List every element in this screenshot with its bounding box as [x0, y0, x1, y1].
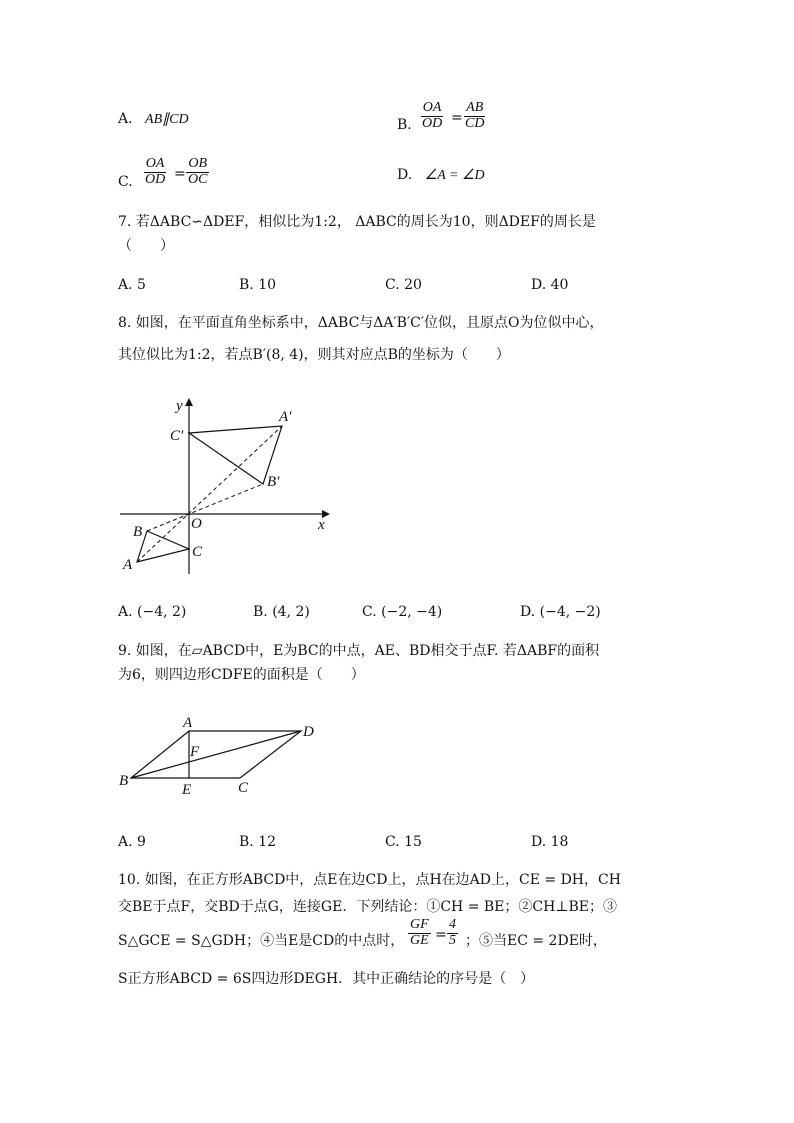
q9-parallelogram-figure [116, 710, 326, 800]
q6-option-b-frac2 [463, 101, 486, 131]
q9-option-d-value: 18 [550, 834, 569, 850]
q6-b-den2: CD [465, 115, 485, 131]
q6-option-a-label: A. [118, 111, 133, 127]
q10-ratio-fraction [408, 918, 431, 948]
q9-option-d [531, 835, 568, 849]
q9-option-a [118, 835, 146, 849]
q6-option-c-label: C. [118, 174, 133, 190]
q10-ratio-value [447, 918, 458, 948]
q6-option-a [118, 112, 189, 127]
q10-frac-den: GE [410, 932, 429, 948]
q6-option-b-eq: = [451, 110, 463, 126]
point-b-label: B [119, 773, 129, 789]
q6-option-a-text: AB∥CD [145, 112, 189, 127]
q7-option-d-label: D. [531, 277, 547, 293]
q6-option-b-label: B. [397, 117, 412, 133]
q7-option-a-label: A. [118, 277, 133, 293]
q6-option-c-frac1 [143, 157, 167, 187]
origin-label: O [191, 516, 202, 532]
q9-option-b-label: B. [239, 834, 254, 850]
q6-option-c-frac2 [186, 157, 209, 187]
point-d-label: D [303, 724, 314, 740]
q7-option-a [118, 278, 146, 292]
q8-stem-line2: 其位似比为1:2，若点B′(8, 4)，则其对应点B的坐标为（ ） [118, 347, 510, 363]
q9-stem-line2: 为6，则四边形CDFE的面积是（ ） [118, 667, 365, 683]
q7-option-a-value: 5 [137, 277, 146, 293]
q7-option-b [239, 278, 276, 292]
y-axis-label: y [176, 398, 183, 414]
q8-option-a-value: (−4, 2) [137, 604, 187, 620]
q10-frac-eq: = [435, 927, 447, 943]
q6-option-b-frac1 [420, 101, 444, 131]
q7-option-b-value: 10 [258, 277, 277, 293]
q6-option-c-eq: = [174, 166, 186, 182]
q6-option-d-text: ∠A = ∠D [424, 168, 485, 183]
q7-option-d [531, 278, 568, 292]
q9-option-a-label: A. [118, 834, 133, 850]
point-a1-label: A′ [279, 409, 292, 425]
q9-option-d-label: D. [531, 834, 547, 850]
q8-option-d [520, 605, 601, 619]
q9-option-a-value: 9 [137, 834, 146, 850]
q10-stem-line3b: ；⑤当EC = 2DE时， [465, 933, 607, 949]
q8-coordinate-figure [118, 392, 338, 582]
q8-option-b [253, 605, 310, 619]
q8-option-b-label: B. [253, 604, 268, 620]
q9-option-c-label: C. [385, 834, 400, 850]
point-a-label: A [123, 557, 133, 573]
q10-frac-num: GF [410, 917, 429, 932]
q7-option-c-value: 20 [404, 277, 422, 293]
q9-option-c [385, 835, 422, 849]
point-c-label: C [238, 780, 249, 796]
q7-option-c-label: C. [385, 277, 400, 293]
point-c1-label: C′ [170, 428, 184, 444]
q6-option-d [397, 168, 485, 183]
point-b-label: B [133, 524, 143, 540]
q8-option-c-value: (−2, −4) [381, 604, 443, 620]
q8-option-a-label: A. [118, 604, 133, 620]
q10-stem-line2: 交BE于点F，交BD于点G，连接GE．下列结论：①CH = BE；②CH⊥BE；③ [118, 899, 617, 915]
point-f-label: F [190, 744, 200, 760]
x-axis-label: x [318, 517, 325, 533]
q7-option-d-value: 40 [550, 277, 569, 293]
q8-option-c-label: C. [362, 604, 377, 620]
triangle-abc [137, 531, 189, 562]
q7-stem-line2: （ ） [118, 238, 174, 254]
q6-b-den1: OD [422, 115, 443, 131]
q6-b-num1: OA [422, 100, 442, 115]
q9-option-b-value: 12 [258, 834, 277, 850]
q6-b-num2: AB [466, 100, 484, 115]
q9-option-b [239, 835, 276, 849]
q7-option-c [385, 278, 422, 292]
point-a-label: A [183, 715, 193, 731]
point-b1-label: B′ [267, 474, 280, 490]
q6-option-d-label: D. [397, 167, 413, 183]
q8-option-d-value: (−4, −2) [539, 604, 601, 620]
q10-stem-line4: S正方形ABCD = 6S四边形DEGH．其中正确结论的序号是（ ） [118, 971, 535, 987]
q10-frac2-num: 4 [449, 917, 456, 932]
q8-option-a [118, 605, 186, 619]
q10-stem-line1: 10. 如图，在正方形ABCD中，点E在边CD上，点H在边AD上，CE = DH，CH [118, 872, 621, 888]
q10-frac2-den: 5 [449, 932, 456, 948]
q6-c-num1: OA [145, 156, 165, 171]
q10-stem-line3a: S△GCE = S△GDH；④当E是CD的中点时， [118, 933, 405, 949]
q9-stem-line1: 9. 如图，在▱ABCD中，E为BC的中点，AE、BD相交于点F. 若ΔABF的面积 [118, 643, 600, 659]
q8-stem-line1: 8. 如图，在平面直角坐标系中，ΔABC与ΔA′B′C′位似，且原点O为位似中心， [118, 315, 604, 331]
q6-c-num2: OB [188, 156, 208, 171]
q7-stem-line1: 7. 若ΔABC∽ΔDEF，相似比为1:2， ΔABC的周长为10，则ΔDEF的周长是 [118, 214, 596, 230]
q6-c-den1: OD [145, 171, 166, 187]
y-axis-arrow [185, 398, 193, 406]
q8-option-d-label: D. [520, 604, 536, 620]
q9-option-c-value: 15 [404, 834, 422, 850]
q6-c-den2: OC [188, 171, 208, 187]
q7-option-b-label: B. [239, 277, 254, 293]
point-c-label: C [192, 544, 203, 560]
q8-option-b-value: (4, 2) [272, 604, 310, 620]
point-e-label: E [182, 782, 192, 798]
dashed-line-b-b1 [147, 484, 263, 531]
q8-option-c [362, 605, 442, 619]
diagonal-bd [131, 731, 301, 778]
